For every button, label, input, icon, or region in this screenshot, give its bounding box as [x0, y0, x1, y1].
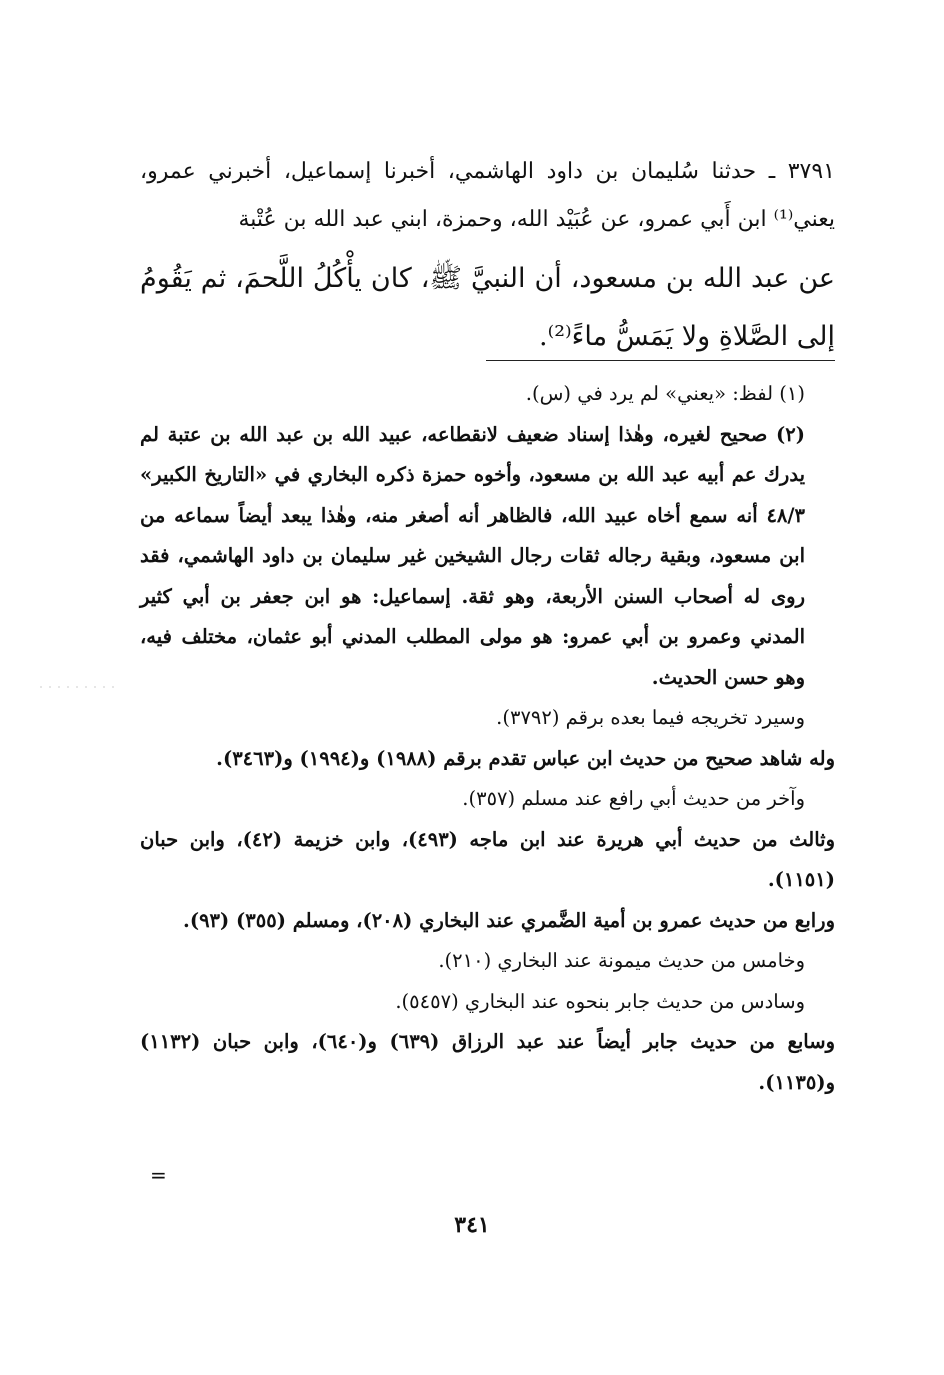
footnote-divider — [486, 360, 835, 361]
hadith-matn: عن عبد الله بن مسعود، أن النبيَّ ﷺ، كان يأْكُلُ اللَّحمَ، ثم يَقُومُ إلى الصَّلاةِ ولا يَمَسُّ ماءً⁽²⁾. — [140, 263, 835, 352]
footnote-1: (١) لفظ: «يعني» لم يرد في (س). — [525, 382, 805, 405]
shahid-5: وخامس من حديث ميمونة عند البخاري (٢١٠). — [438, 949, 805, 972]
shahid-2: وآخر من حديث أبي رافع عند مسلم (٣٥٧). — [462, 787, 805, 810]
shahid-1: وله شاهد صحيح من حديث ابن عباس تقدم برقم (١٩٨٨) و(١٩٩٤) و(٣٤٦٣). — [216, 746, 835, 770]
shahid-4: ورابع من حديث عمرو بن أمية الضَّمري عند البخاري (٢٠٨)، ومسلم (٣٥٥) (٩٣). — [183, 908, 835, 932]
takhrij-line: وسيرد تخريجه فيما بعده برقم (٣٧٩٢). — [496, 706, 805, 729]
shahid-6: وسادس من حديث جابر بنحوه عند البخاري (٥٤٥٧). — [395, 989, 805, 1013]
page-number: ٣٤١ — [454, 1212, 490, 1238]
continuation-mark: = — [150, 1163, 167, 1187]
footnote-2: (٢) صحيح لغيره، وهٰذا إسناد ضعيف لانقطاعه، عبيد الله بن عبد الله بن عتبة لم يدرك عم أبيه عبد الله بن مسعود، وأخوه حمزة ذكره البخاري في «التاريخ الكبير» ٤٨/٣ أنه سمع أخاه عبيد الله، فالظاهر أنه أصغر منه، وهٰذا يبعد أيضاً سماعه من ابن مسعود، وبقية رجاله ثقات رجال الشيخين غير سليمان بن داود الهاشمي، فقد روى له أصحاب السنن الأربعة، وهو ثقة. إسماعيل: هو ابن جعفر بن أبي كثير المدني وعمرو بن أبي عمرو: هو مولى المطلب المدني أبو عثمان، مختلف فيه، وهو حسن الحديث. — [140, 422, 805, 689]
scan-speck-decoration — [40, 686, 120, 688]
footnotes — [140, 374, 835, 1103]
shahid-7: وسابع من حديث جابر أيضاً عند عبد الرزاق (٦٣٩) و(٦٤٠)، وابن حبان (١١٣٢) و(١١٣٥). — [140, 1030, 835, 1094]
shahid-3: وثالث من حديث أبي هريرة عند ابن ماجه (٤٩٣)، وابن خزيمة (٤٢)، وابن حبان (١١٥١). — [140, 827, 836, 891]
hadith-isnad: ٣٧٩١ ـ حدثنا سُليمان بن داود الهاشمي، أخبرنا إسماعيل، أخبرني عمرو، يعني⁽¹⁾ ابن أَبي عمرو، عن عُبَيْد الله، وحمزة، ابني عبد الله بن عُتْبة — [140, 159, 835, 232]
